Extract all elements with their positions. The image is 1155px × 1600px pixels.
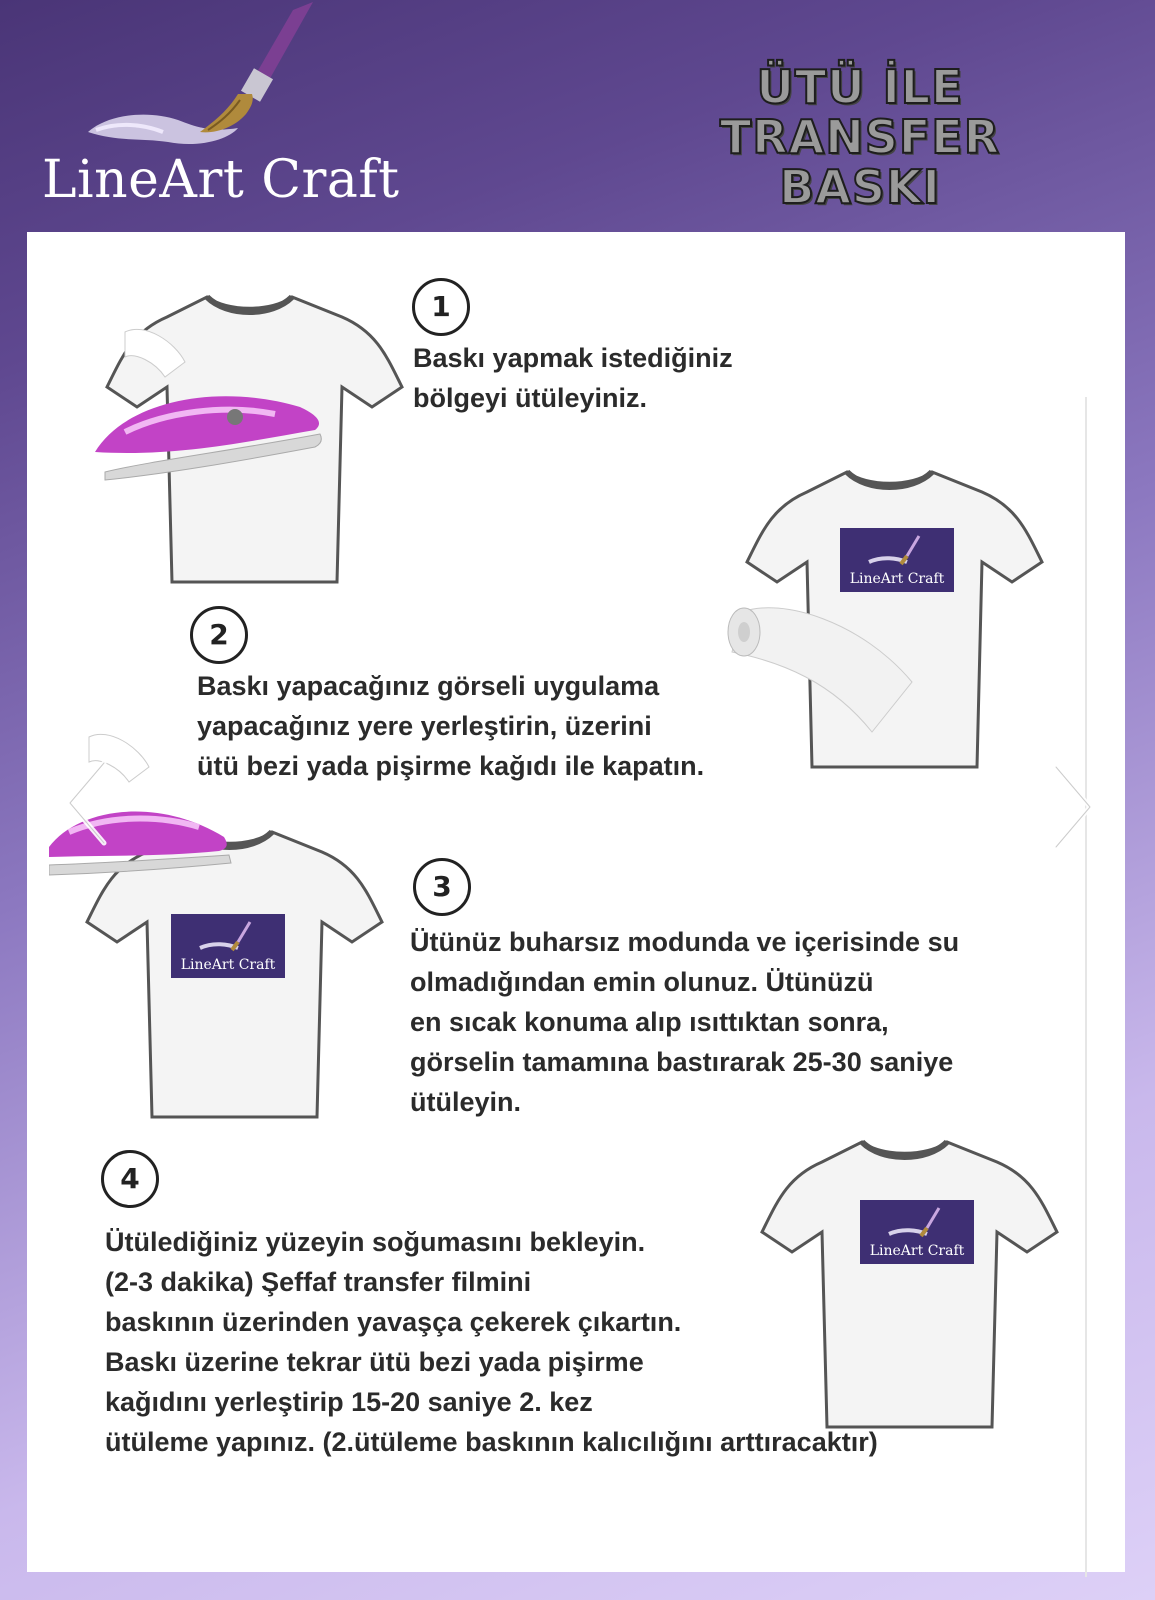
divider-line — [1085, 397, 1087, 1577]
header — [0, 0, 1155, 232]
step-4-line: Baskı üzerine tekrar ütü bezi yada pişirme — [105, 1347, 644, 1377]
step-4-line: (2-3 dakika) Şeffaf transfer filmini — [105, 1267, 532, 1297]
step-1-line: bölgeyi ütüleyiniz. — [413, 383, 648, 413]
step-2-line: yapacağınız yere yerleştirin, üzerini — [197, 711, 652, 741]
step-2-text — [197, 666, 704, 786]
paper-roll-icon — [722, 592, 922, 752]
iron-icon — [85, 322, 345, 492]
step-3-number: 3 — [413, 858, 471, 916]
step-2-line: ütü bezi yada pişirme kağıdı ile kapatın. — [197, 751, 705, 781]
print-label: LineArt Craft — [849, 571, 945, 587]
title-line-2: BASKI — [779, 160, 941, 214]
step-2-number: 2 — [190, 606, 248, 664]
step-3-line: olmadığından emin olunuz. Ütünüzü — [410, 967, 874, 997]
paintbrush-icon — [867, 534, 927, 568]
step-3-line: görselin tamamına bastırarak 25-30 saniye — [410, 1047, 954, 1077]
step-3-line: Ütünüz buharsız modunda ve içerisinde su — [410, 927, 960, 957]
step-2-line: Baskı yapacağınız görseli uygulama — [197, 671, 660, 701]
step-1-line: Baskı yapmak istediğiniz — [413, 343, 733, 373]
print-label: LineArt Craft — [869, 1243, 965, 1259]
chevron-right-icon[interactable] — [1048, 762, 1098, 852]
step-4-line: ütüleme yapınız. (2.ütüleme baskının kalıcılığını arttıracaktır) — [105, 1427, 878, 1457]
step-4-text — [105, 1222, 878, 1462]
step-4-line: baskının üzerinden yavaşça çekerek çıkartın. — [105, 1307, 682, 1337]
page-title — [620, 62, 1100, 212]
brand-logo-text: LineArt Craft — [42, 150, 400, 210]
title-line-1: ÜTÜ İLE TRANSFER — [719, 60, 1001, 164]
step-4-line: Ütülediğiniz yüzeyin soğumasını bekleyin. — [105, 1227, 646, 1257]
step-3-text — [410, 922, 959, 1122]
chevron-left-icon[interactable] — [62, 758, 112, 848]
step-4-number: 4 — [101, 1150, 159, 1208]
step-1-number: 1 — [412, 278, 470, 336]
step-3-line: en sıcak konuma alıp ısıttıktan sonra, — [410, 1007, 889, 1037]
transfer-print — [171, 914, 285, 978]
paintbrush-icon — [198, 920, 258, 954]
instruction-panel — [27, 232, 1125, 1572]
step-1-text — [413, 338, 733, 418]
step-4-line: kağıdını yerleştirip 15-20 saniye 2. kez — [105, 1387, 593, 1417]
paintbrush-icon — [88, 2, 348, 162]
paintbrush-icon — [887, 1206, 947, 1240]
step-3-line: ütüleyin. — [410, 1087, 522, 1117]
print-label: LineArt Craft — [180, 957, 276, 973]
transfer-print — [840, 528, 954, 592]
